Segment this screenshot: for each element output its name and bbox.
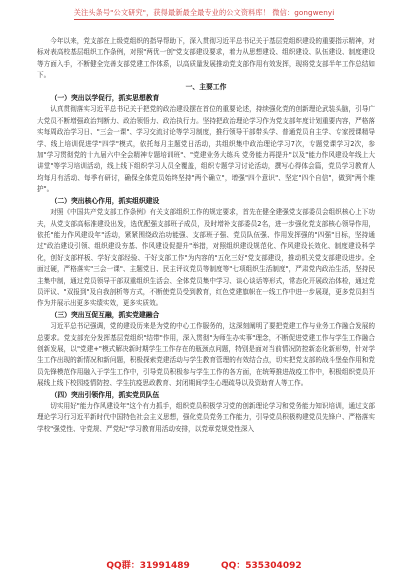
- qq-group-text: QQ群：31991489: [106, 561, 190, 571]
- subsection-heading: （二）突出核心作用，抓实组织建设: [50, 196, 160, 205]
- body-paragraph: 切实用好"能力作风建设年"这个有力抓手，组织党员积极学习党的创新理论学习和党务能力知识培训，通过支部理论学习行习近平新时代中国特色社会主义思想，强化党员党务工作能力，引导党员积极构建党员先锋户、严格落实学校"强党性、守党规、严党纪"学习教育用活动安排，以党章党规党性深入: [37, 402, 375, 433]
- section-heading: 一、主要工作: [185, 82, 227, 91]
- document-body: [37, 36, 375, 435]
- subsection-heading: （三）突出互促互融，抓实党建融合: [50, 310, 160, 319]
- body-paragraph: 认真贯彻落实习近平总书记关于把党的政治建设摆在首位的重要论述，持续强化党的创新理论武装头脑，引导广大党员不断增强政治判断力、政治领悟力、政治执行力。坚持把政治理论学习作为党支部年度计划重要内容，严格落实每周政治学习日、"三会一课"、学习交流讨论等学习制度，推行领导干部带头学、普通党员自主学、专家授课精导学、线上培训促进学"四学"模式，依托每月主题党日活动，共组织集中政治理论学习7次，专题党课学习2次，参加"学习贯彻党的十九届六中全会精神专题培训班"、"党建业务大练兵 党务能力再提升"以及"能力作风建设年线上大讲堂"等学习培训活动，线上线下组织学习人员全覆盖，组织专题学习讨论活动，撰写心得体会篇，党员学习教育人均每月有活动、每季有研讨，确保全体党员始终坚持"两个确立"，增强"四个意识"、坚定"四个自信"，做到"两个维护"。: [37, 105, 375, 194]
- qq-contact-text: QQ：535304092: [220, 561, 302, 571]
- body-paragraph: 对照《中国共产党支部工作条例》有关支部组织工作的规定要求，首先在健全建强党支部委员会组织核心上下功夫，从党支部高标准建设出发，选优配强支部班子成员，及时增补支部委员2名，进一步强化党支部核心领导作用，依托"能力作风建设年"活动，紧紧围绕政治功能强、支部班子强、党员队伍强、作用发挥强的"四强"目标，坚持通过"政治建设引领、组织建设夯基、作风建设促提升"举措，对照组织建设规范化、作风建设长效化、制度建设科学化，创好支部样板、学好支部经验、干好支部工作"为内容的"五化三好"党支部建设，推动机关党支部建设进步。全面过硬，严格落实"三会一课"、主题党日、民主评议党员等制度等"七项组织生活制度"，严肃党内政治生活，坚持民主集中制，通过党员领导干部双重组织生活会、全体党员集中学习、谈心谈话等形式，常态化开展政治体检，通过党员评议、"双报到"及自我剖析等方式，不断使党员受到教育，红色党建旗帜在一线工作中进一步展现，更多党员担当作为并展示出更多实绩实效，更多实质效。: [37, 208, 375, 308]
- page-header: [0, 0, 408, 22]
- subsection-heading: （四）突出引领作用，抓实党员队伍: [50, 390, 160, 399]
- intro-paragraph: 今年以来，党支部在上级党组织的指导帮助下，深入贯彻习近平总书记关于基层党组织建设的重要指示精神，对标对表高校基层组织工作条例，对照"两优一创"党支部建设要求，着力从思想建设、组织建设、队伍建设、制度建设等方面入手，不断健全完善支部党建工作体系，以高质量发展推动党支部作用有效发挥，现将党支部半年工作总结如下。: [37, 37, 375, 80]
- body-paragraph: 习近平总书记强调，党的建设历来是为党的中心工作服务的，这深刻阐明了要把党建工作与业务工作融合发展的总要求。党支部充分发挥基层党组织"结带"作用，深入贯彻"为师生办实事"理念，不断促进党建工作与学生工作融合创新发展，以"党建+"模式解决新时期学生工作存在的瓶颈点问题，特别是面对当前情况防控新态化新形势，针对学生工作出现的新情况和新问题，积极探索党建活动与学生教育管理的有效结合点，切实把党支部的战斗堡垒作用和党员先锋模范作用融入于学生工作中，引导党员积极参与学生工作的各方面，在统筹推进战疫工作中，积极组织党员开展线上线下校园疫情防控、学生抗疫思政教育、封闭期间学生心理疏导以及资助育人等工作。: [37, 322, 375, 388]
- header-banner-text: 关注头条号"公文研究"，获得最新最全最专业的公文资料库！ 微信：gongwenyi: [74, 8, 335, 20]
- page-footer: [0, 558, 408, 574]
- subsection-heading: （一）突出以学促行，抓实思想教育: [50, 94, 160, 103]
